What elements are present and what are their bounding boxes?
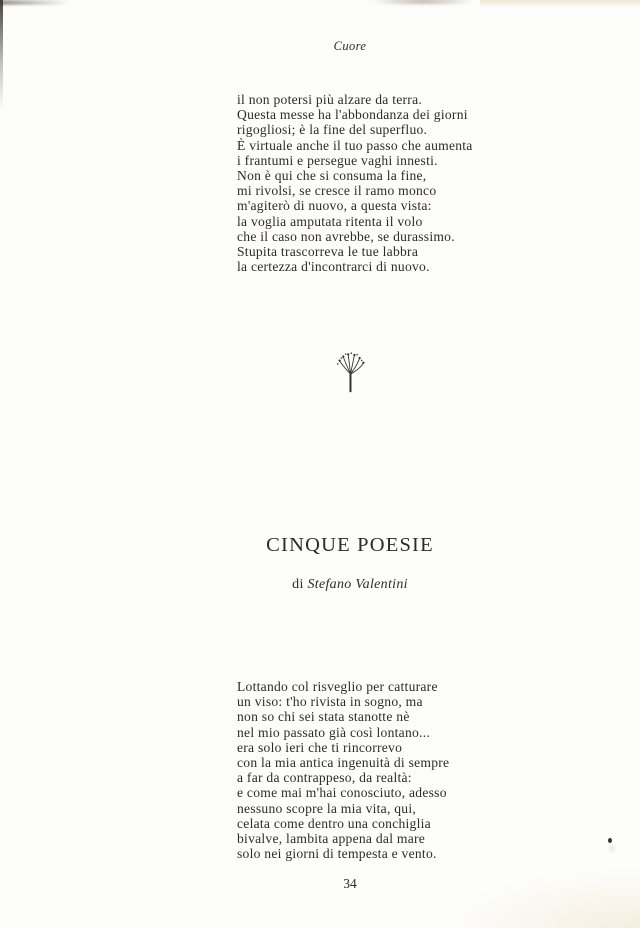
poem-line: rigogliosi; è la fine del superfluo.: [237, 122, 428, 138]
poem-line: nessuno scopre la mia vita, qui,: [237, 800, 417, 816]
running-header: Cuore: [333, 39, 367, 53]
fleuron-plant-icon: [335, 351, 366, 393]
section-title: CINQUE POESIE: [266, 534, 434, 556]
byline: [60, 577, 640, 593]
poem-line: la voglia amputata ritenta il volo: [237, 213, 423, 229]
poem-line: mi rivolsi, se cresce il ramo monco: [237, 183, 437, 199]
poem-line: con la mia antica ingenuità di sempre: [237, 755, 450, 771]
page-number: 34: [343, 876, 357, 891]
poem-line: nel mio passato già così lontano...: [237, 724, 430, 740]
poem-line: Stupita trascorreva le tue labbra: [237, 244, 419, 260]
poem-line: Non è qui che si consuma la fine,: [237, 168, 427, 184]
poem-stanza-1: [237, 92, 473, 274]
poem-line: m'agiterò di nuovo, a questa vista:: [237, 198, 432, 214]
byline-prefix: di: [292, 577, 308, 592]
poem-line: che il caso non avrebbe, se durassimo.: [237, 228, 455, 244]
poem-line: Lottando col risveglio per catturare: [237, 679, 438, 694]
poem-line: non so chi sei stata stanotte nè: [237, 709, 410, 725]
poem-stanza-2: [237, 679, 449, 861]
poem-line: i frantumi e persegue vaghi innesti.: [237, 152, 438, 168]
scan-artifact-top-right-tint: [480, 0, 640, 8]
poem-line: È virtuale anche il tuo passo che aumenta: [237, 137, 473, 153]
poem-line: celata come dentro una conchiglia: [237, 815, 431, 831]
poem-line: bivalve, lambita appena dal mare: [237, 831, 426, 847]
poem-line: Questa messe ha l'abbondanza dei giorni: [237, 107, 468, 123]
poem-line: un viso: t'ho rivista in sogno, ma: [237, 694, 423, 710]
poem-line: la certezza d'incontrarci di nuovo.: [237, 259, 430, 275]
poem-line: era solo ieri che ti rincorrevo: [237, 739, 403, 755]
byline-author: Stefano Valentini: [307, 577, 408, 592]
scan-artifact-left-edge: [0, 0, 3, 110]
poem-line: solo nei giorni di tempesta e vento.: [237, 846, 437, 862]
poem-line: e come mai m'hai conosciuto, adesso: [237, 785, 447, 801]
ornament-container: [60, 351, 640, 393]
poem-line: a far da contrappeso, da realtà:: [237, 770, 412, 786]
poem-line: il non potersi più alzare da terra.: [237, 92, 423, 107]
scan-artifact-top-smudge: [368, 0, 478, 5]
scan-artifact-speck: [608, 838, 612, 843]
scan-artifact-top-left: [0, 0, 70, 5]
